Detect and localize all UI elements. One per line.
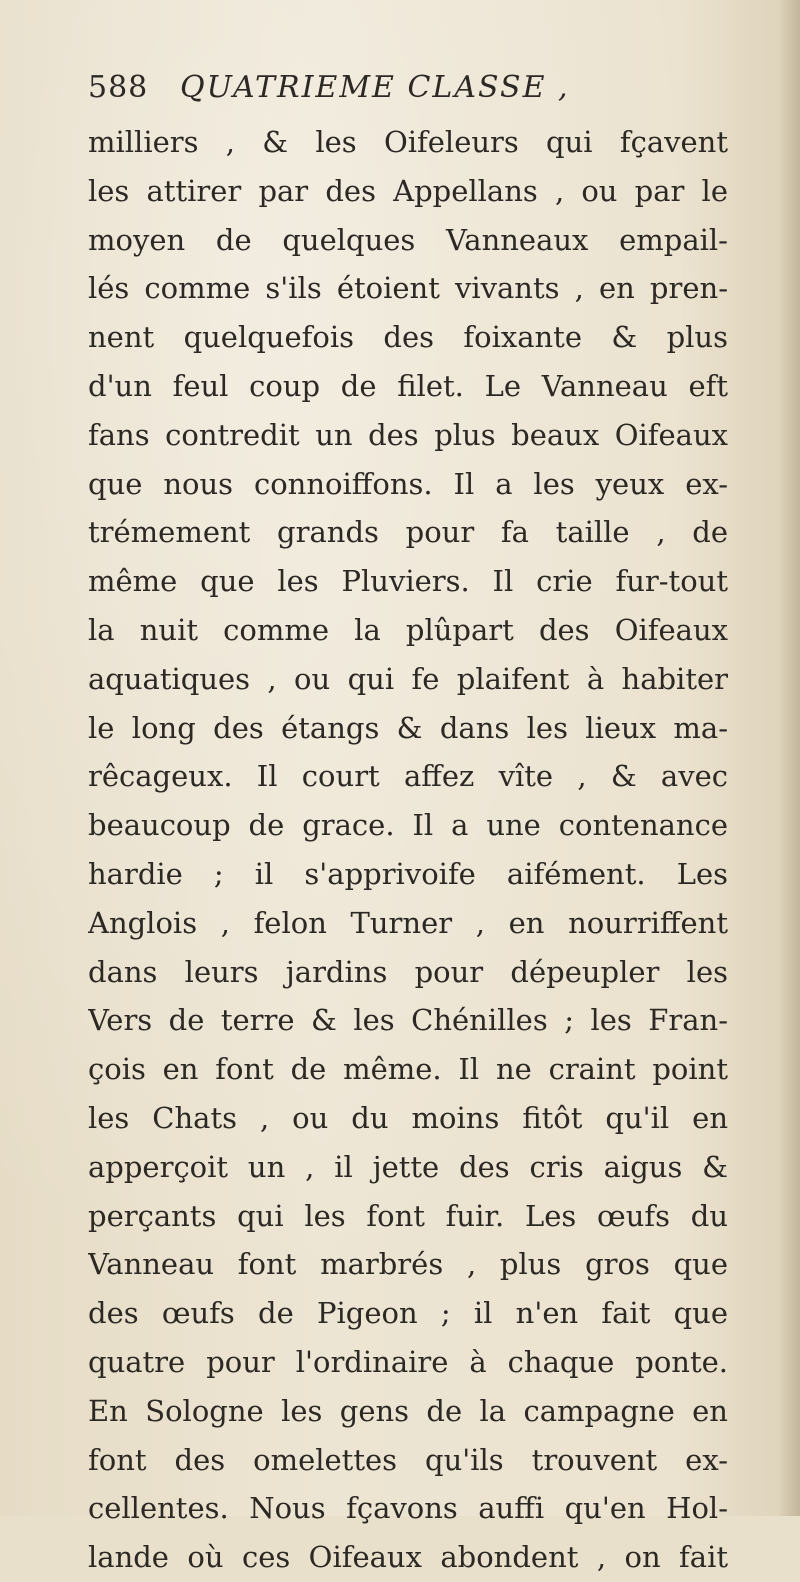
text-line: cellentes. Nous fçavons auffi qu'en Hol- <box>88 1491 728 1526</box>
text-line: hardie ; il s'apprivoife aifément. Les <box>88 856 728 891</box>
text-line: dans leurs jardins pour dépeupler les <box>88 954 728 989</box>
text-line: les Chats , ou du moins fitôt qu'il en <box>88 1100 728 1135</box>
text-line: font des omelettes qu'ils trouvent ex- <box>88 1442 728 1477</box>
text-line: quatre pour l'ordinaire à chaque ponte. <box>88 1344 728 1379</box>
text-line: Vanneau font marbrés , plus gros que <box>88 1247 728 1282</box>
text-line: même que les Pluviers. Il crie fur-tout <box>88 564 728 599</box>
text-line: moyen de quelques Vanneaux empail- <box>88 222 728 257</box>
page-edge-shadow <box>778 0 800 1516</box>
text-line: lés comme s'ils étoient vivants , en pren- <box>88 271 728 306</box>
text-line: que nous connoiffons. Il a les yeux ex- <box>88 466 728 501</box>
page-number: 588 <box>88 70 149 105</box>
text-line: d'un feul coup de filet. Le Vanneau eft <box>88 368 728 403</box>
text-line: nent quelquefois des foixante & plus <box>88 320 728 355</box>
text-line: apperçoit un , il jette des cris aigus & <box>88 1149 728 1184</box>
text-line: En Sologne les gens de la campagne en <box>88 1393 728 1428</box>
body-text <box>88 118 728 1582</box>
text-line: aquatiques , ou qui fe plaifent à habiter <box>88 661 728 696</box>
text-line: Anglois , felon Turner , en nourriffent <box>88 905 728 940</box>
text-line: fans contredit un des plus beaux Oifeaux <box>88 417 728 452</box>
text-line: milliers , & les Oifeleurs qui fçavent <box>88 125 728 159</box>
text-line: les attirer par des Appellans , ou par le <box>88 173 728 208</box>
text-line: le long des étangs & dans les lieux ma- <box>88 710 728 745</box>
text-line: perçants qui les font fuir. Les œufs du <box>88 1198 728 1233</box>
text-line: Vers de terre & les Chénilles ; les Fran- <box>88 1003 728 1038</box>
text-line: lande où ces Oifeaux abondent , on fait <box>88 1540 728 1575</box>
text-line: rêcageux. Il court affez vîte , & avec <box>88 759 728 794</box>
page-header <box>88 62 728 114</box>
text-line: des œufs de Pigeon ; il n'en fait que <box>88 1296 728 1331</box>
text-line: çois en font de même. Il ne craint point <box>88 1052 728 1087</box>
text-line: trémement grands pour fa taille , de <box>88 515 728 550</box>
running-head: QUATRIEME CLASSE , <box>180 70 570 105</box>
text-line: la nuit comme la plûpart des Oifeaux <box>88 612 728 647</box>
text-line: beaucoup de grace. Il a une contenance <box>88 808 728 843</box>
